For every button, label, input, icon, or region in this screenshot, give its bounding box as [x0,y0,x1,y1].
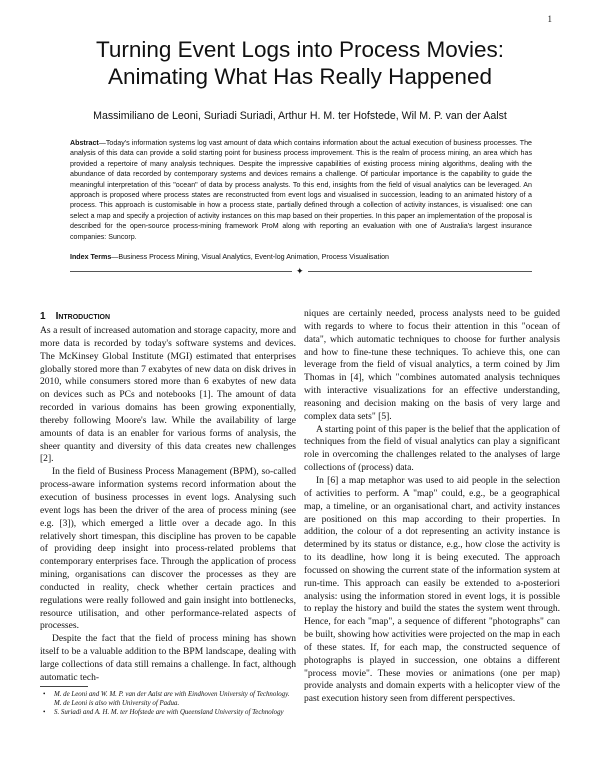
paragraph: niques are certainly needed, process analysts need to be guided with regards to where to focus their attention in this "ocean of data", which automatic techniques to choose for further analysis and how to fine-tune these techniques. To achieve this, one can leverage from the field of visual analytics, a term coined by Jim Thomas in [4], which "combines automated analysis techniques with interactive visualizations for an effective understanding, reasoning and decision making on the basis of very large and complex data sets" [5]. [304,308,560,422]
divider-rule-right [308,271,532,272]
index-terms-label: Index Terms [70,253,112,261]
footnote-rule [40,686,88,687]
abstract-label: Abstract [70,139,99,147]
section-number: 1 [40,311,46,322]
footnote-text: S. Suriadi and A. H. M. ter Hofstede are with Queensland University of Technology [54,709,284,717]
bullet-icon: • [43,709,46,717]
section-title: Introduction [55,311,111,322]
paper-title [40,36,560,90]
paragraph: Despite the fact that the field of process mining has shown itself to be a valuable addition to the BPM landscape, dealing with large collections of data still remains a challenge. In fact, although automatic tech- [40,633,296,683]
title-line-2: Animating What Has Really Happened [108,64,492,89]
footnotes [40,691,296,719]
abstract [70,138,532,242]
footnote [40,691,296,708]
section-heading [40,311,296,322]
paragraph: As a result of increased automation and storage capacity, more and more data is recorded by today's software systems and devices. The McKinsey Global Institute (MGI) estimated that enterprises globally stored more than 7 exabytes of new data on disk drives in 2010, while consumers stored more than 6 exabytes of new data on devices such as PCs and notebooks [1]. The amount of data recorded in various domains has been growing exponentially, thereby following Moore's law. While the availability of large amounts of data is an enabler for various forms of analysis, the sheer quantity and diversity of this data creates new challenges [2]. [40,325,296,465]
index-terms [70,252,532,262]
author-list: Massimiliano de Leoni, Suriadi Suriadi, Arthur H. M. ter Hofstede, Wil M. P. van der Aalst [93,110,507,122]
paragraph: In [6] a map metaphor was used to aid people in the selection of activities to perform. A "map" could, e.g., be a geographical map, a timeline, or an organisational chart, and activity instances are positioned on this map according to their properties. In addition, the colour of a dot representing an activity instance is determined by its status or distance, e.g., how close the activity is to its deadline, how long it is being executed. The approach focussed on showing the current state of the information system at run-time. This approach can easily be extended to a-posteriori analysis: using the information stored in event logs, it is possible to replay the history and build the states the system went through. Hence, for each "map", a sequence of different "photographs" can be built, showing how activities were projected on the map in each of these states. If, for each map, the constructed sequence of photographs is played in succession, one obtains a different "process movie". These movies or animations (one per map) provide analysts and domain experts with a helicopter view of the past execution history seen from different perspectives. [304,474,560,705]
divider-rule-left [70,271,292,272]
divider-diamond-icon: ✦ [296,266,304,276]
bullet-icon: • [43,691,46,698]
index-terms-text: —Business Process Mining, Visual Analytics, Event-log Animation, Process Visualisation [111,253,389,261]
abstract-text: —Today's information systems log vast amount of data which contains information about the actual execution of business processes. The analysis of this data can provide a solid starting point for business process improvement. This is the realm of process mining, an area which has provided a repertoire of many analysis techniques. Despite the impressive capabilities of existing process mining algorithms, dealing with the abundance of data recorded by contemporary systems and devices remains a challenge. Of particular importance is the capability to guide the meaningful interpretation of this "ocean" of data by process analysts. To this end, insights from the field of visual analytics can be leveraged. An approach is proposed where process states are reconstructed from event logs and visualised in succession, leading to an animated history of a process. This approach is customisable in how a process state, partially defined through a collection of activity instances, is visualised: one can select a map and specify a projection of activity instances on this map based on their properties. In this paper an implementation of the proposal is described for the open-source process-mining framework ProM along with reporting an evaluation with one of Australia's largest insurance companies: Suncorp. [70,139,532,241]
left-column [40,325,296,685]
paragraph: A starting point of this paper is the belief that the application of techniques from the field of visual analytics can play a significant role in overcoming the challenges related to the analyses of large collections of (process) data. [304,423,560,474]
title-line-1: Turning Event Logs into Process Movies: [95,37,505,62]
footnote [40,709,296,718]
paragraph: In the field of Business Process Management (BPM), so-called process-aware information systems record information about the execution of business processes in event logs. Analysing such event logs has been the driver of the area of process mining (see e.g. [3]), which emerged a little over a decade ago. In this relatively short timespan, this discipline has proven to be capable of providing deep insight into process-related problems that contemporary enterprises face. Through the application of process mining, organisations can discover the processes as they are conducted in reality, check whether certain practices and regulations were really followed and gain insight into bottlenecks, resource utilisation, and other performance-related aspects of processes. [40,466,296,632]
footnote-text: M. de Leoni and W. M. P. van der Aalst are with Eindhoven University of Technology. M. de Leoni is also with University of Padua. [54,691,290,707]
page-number: 1 [547,14,552,24]
right-column [304,308,560,706]
